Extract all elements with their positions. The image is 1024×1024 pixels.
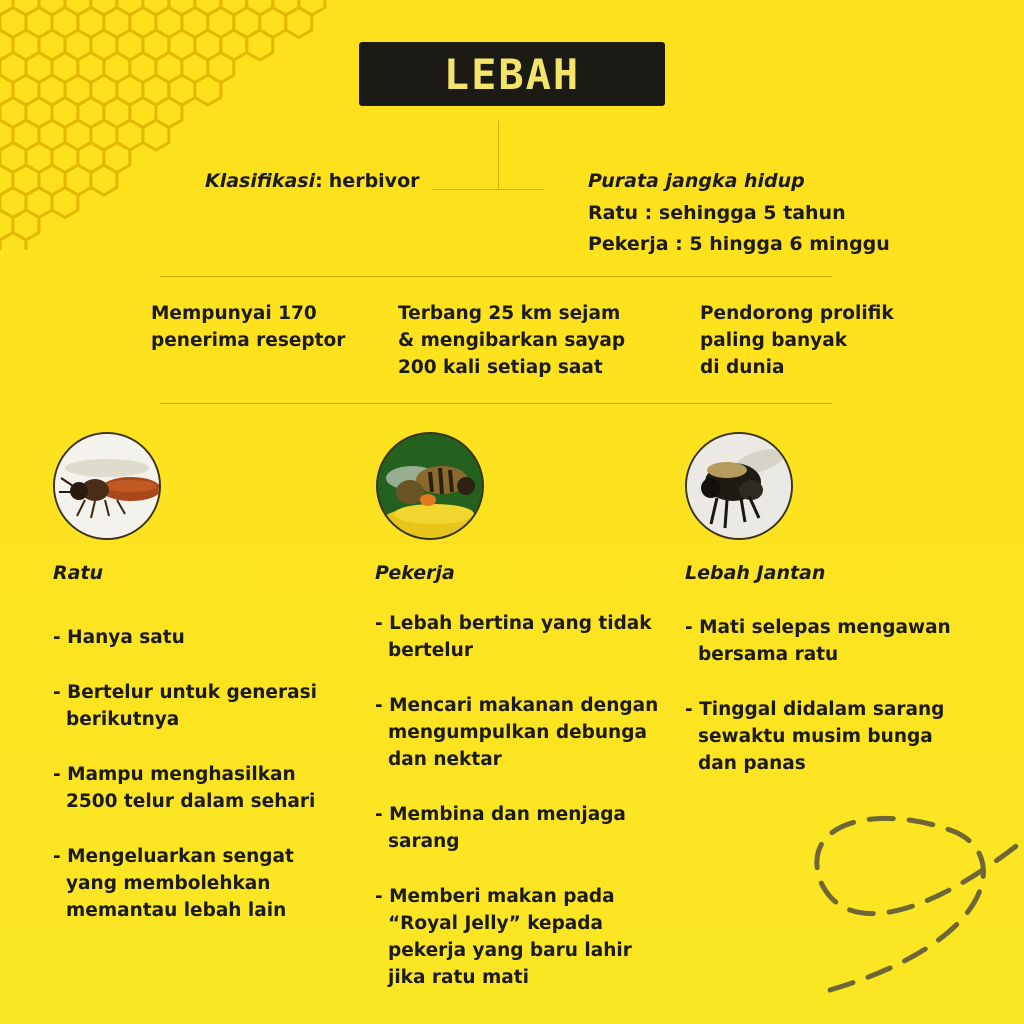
classification-label: Klasifikasi <box>205 170 316 192</box>
page-title: LEBAH <box>443 49 581 99</box>
lifespan-heading: Purata jangka hidup <box>588 170 805 192</box>
drone-bee-icon <box>685 432 793 540</box>
divider <box>160 403 832 404</box>
title-banner <box>359 42 665 106</box>
connector-line <box>498 121 499 189</box>
lifespan-worker: Pekerja : 5 hingga 6 minggu <box>588 233 890 255</box>
drone-facts-list <box>685 614 975 805</box>
list-item: - Hanya satu <box>53 627 185 648</box>
list-item: - Tinggal didalam sarang sewaktu musim bunga dan panas <box>685 699 945 774</box>
caste-heading-drone: Lebah Jantan <box>685 562 826 584</box>
classification-value: herbivor <box>328 170 420 192</box>
caste-heading-worker: Pekerja <box>375 562 455 584</box>
list-item: - Bertelur untuk generasi berikutnya <box>53 682 317 730</box>
list-item: - Mati selepas mengawan bersama ratu <box>685 617 951 665</box>
list-item: - Memberi makan pada “Royal Jelly” kepada pekerja yang baru lahir jika ratu mati <box>375 886 632 988</box>
caste-heading-queen: Ratu <box>53 562 104 584</box>
fact-flight: Terbang 25 km sejam & mengibarkan sayap 200 kali setiap saat <box>398 303 626 378</box>
divider <box>160 276 832 277</box>
list-item: - Mencari makanan dengan mengumpulkan debunga dan nektar <box>375 695 659 770</box>
list-item: - Mampu menghasilkan 2500 telur dalam sehari <box>53 764 316 812</box>
connector-line <box>432 189 544 190</box>
classification <box>205 170 420 192</box>
list-item: - Lebah bertina yang tidak bertelur <box>375 613 652 661</box>
lifespan-queen: Ratu : sehingga 5 tahun <box>588 202 846 224</box>
classification-separator: : <box>315 170 323 192</box>
fact-pollinator: Pendorong prolifik paling banyak di dunia <box>700 303 894 378</box>
fact-receptors: Mempunyai 170 penerima reseptor <box>151 303 346 351</box>
worker-facts-list <box>375 610 665 1019</box>
worker-bee-icon <box>376 432 484 540</box>
list-item: - Membina dan menjaga sarang <box>375 804 626 852</box>
queen-bee-icon <box>53 432 161 540</box>
list-item: - Mengeluarkan sengat yang membolehkan memantau lebah lain <box>53 846 294 921</box>
queen-facts-list <box>53 624 343 952</box>
